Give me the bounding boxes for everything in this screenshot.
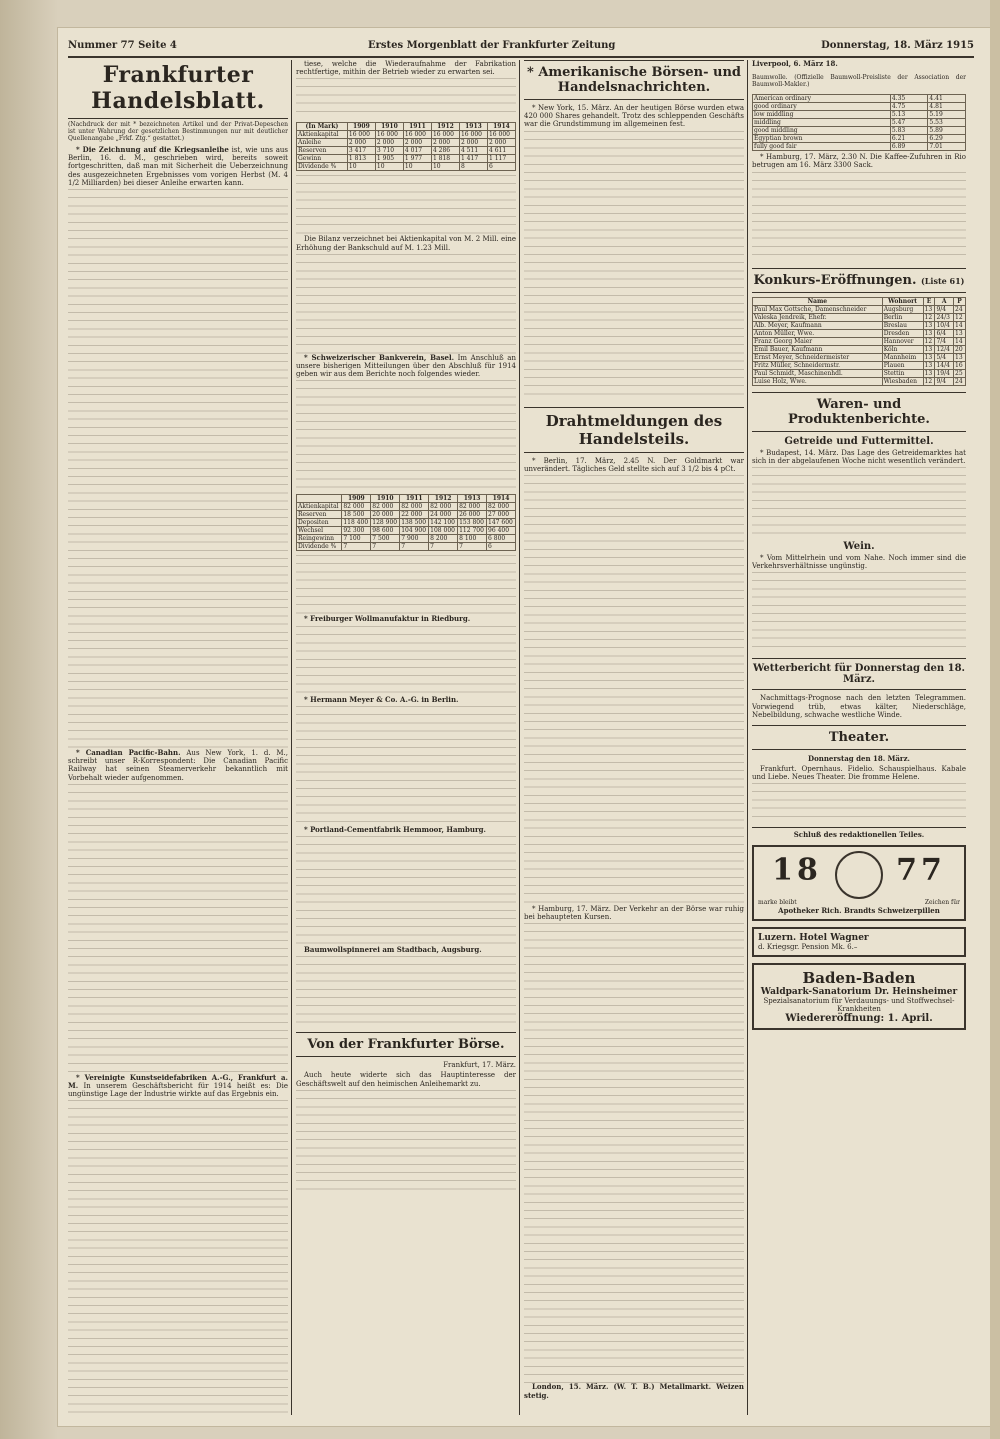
header-paper-title: Erstes Morgenblatt der Frankfurter Zeitung [368,40,616,51]
konkurs-header-cell: E [923,297,935,305]
cotton-row [753,143,966,151]
bankverein-cell: 112 700 [458,527,487,535]
ad-sanatorium-reopen: Wiedereröffnung: 1. April. [785,1013,933,1025]
konkurs-cell: Anton Müller, Wwe. [753,329,883,337]
cotton-cell: 5.19 [928,111,966,119]
berlin-report-body [524,475,744,905]
column-rule-3 [747,60,748,1415]
section-theater: Theater. [752,725,966,750]
ad-sanatorium [752,963,966,1030]
konkurs-cell: 13 [923,345,935,353]
company-results-cell: 1 818 [431,155,459,163]
konkurs-cell: 24 [954,377,966,385]
section-konkurs: Konkurs-Eröffnungen. (Liste 61) [752,268,966,293]
cotton-cell: 5.89 [928,127,966,135]
page-edge [990,0,1000,1439]
konkurs-row [753,305,966,313]
reprint-note: (Nachdruck der mit * bezeichneten Artikel und der Privat-Depeschen ist unter Wahrung der gesetzlichen Bestimmungen nur mit deutlicher Quellenangabe „Frkf. Ztg.“ gestattet.) [68,121,288,142]
article-kunstseide: * Vereinigte Kunstseidefabriken A.-G., Frankfurt a. M. In unserem Geschäftsbericht für 1914 heißt es: Die ungünstige Lage der Industrie wirkte auf das Ergebnis ein. [68,1072,288,1099]
konkurs-cell: 14 [954,321,966,329]
konkurs-row [753,353,966,361]
column-1 [68,60,288,1415]
company-results-row [297,163,516,171]
konkurs-row [753,377,966,385]
konkurs-cell: Augsburg [882,305,923,313]
company-results-cell: Anleihe [297,139,348,147]
bourse-lead: Auch heute widerte sich das Hauptinteresse der Geschäftswelt auf den heimischen Anleihemarkt zu. [296,1071,516,1088]
company-results-row [297,131,516,139]
bankverein-cell: 7 [429,543,458,551]
cotton-cell: American ordinary [753,95,891,103]
table-cotton-prices [752,94,966,151]
bankverein-header-cell: 1912 [429,495,458,503]
article-kriegsanleihe-body [68,189,288,749]
company-results-cell: 16 000 [487,131,515,139]
company-results-cell: 3 710 [375,147,403,155]
company-results-row [297,155,516,163]
konkurs-cell: Berlin [882,313,923,321]
ad-captions [758,899,960,906]
company-results-row [297,139,516,147]
konkurs-cell: 13 [954,353,966,361]
article-kriegsanleihe: * Die Zeichnung auf die Kriegsanleihe ist, wie uns aus Berlin, 16. d. M., geschrieben wird, bereits soweit fortgeschritten, daß man mit Sicherheit die Ueberzeichnung des ausgezeichneten Ergebnisses vom vorigen Herbst (M. 4 1/2 Milliarden) bei dieser Anleihe erwarten kann. [68,145,288,187]
bankverein-cell: 153 800 [458,519,487,527]
konkurs-cell: 14/4 [935,361,954,369]
article-baumwollspinnerei-body [296,956,516,1026]
company-results-cell: Reserven [297,147,348,155]
bankverein-row [297,511,516,519]
cotton-cell: low middling [753,111,891,119]
konkurs-cell: Köln [882,345,923,353]
theater-body [752,783,966,823]
konkurs-cell: Paul Max Gottsche, Damenschneider [753,305,883,313]
konkurs-cell: Breslau [882,321,923,329]
company-results-header-cell: 1914 [487,123,515,131]
cotton-row [753,127,966,135]
article-hermann-meyer-body [296,706,516,826]
cotton-row [753,103,966,111]
bankverein-cell: 6 [487,543,516,551]
bankverein-cell: Depositen [297,519,342,527]
konkurs-cell: Mannheim [882,353,923,361]
section-frankfurter-boerse: Von der Frankfurter Börse. [296,1032,516,1057]
article-bilanz: Die Bilanz verzeichnet bei Aktienkapital von M. 2 Mill. eine Erhöhung der Bankschuld auf M. 1.23 Mill. [296,235,516,252]
article-bilanz-body [296,254,516,354]
bankverein-cell: 7 [458,543,487,551]
konkurs-cell: 14 [954,337,966,345]
bankverein-cell: 7 900 [400,535,429,543]
cotton-cell: 6.29 [928,135,966,143]
konkurs-cell: 13 [923,369,935,377]
konkurs-cell: 12 [923,337,935,345]
cotton-row [753,111,966,119]
article-hemmoor-body [296,836,516,946]
article-wollmanufaktur-body [296,626,516,696]
masthead: Frankfurter Handelsblatt. [68,60,288,119]
bankverein-cell: 138 500 [400,519,429,527]
company-results-cell: 10 [375,163,403,171]
konkurs-cell: Emil Bauer, Kaufmann [753,345,883,353]
bankverein-cell: 7 500 [371,535,400,543]
konkurs-cell: Franz Georg Maier [753,337,883,345]
bankverein-cell: Dividende % [297,543,342,551]
bankverein-cell: 128 900 [371,519,400,527]
konkurs-cell: 16 [954,361,966,369]
berlin-report: * Berlin, 17. März, 2.45 N. Der Goldmarkt war unverändert. Tägliches Geld stellte sich auf 3 1/2 bis 4 pCt. [524,456,744,473]
company-results-cell: 16 000 [347,131,375,139]
konkurs-header-cell: P [954,297,966,305]
bankverein-cell: 118 400 [342,519,371,527]
end-of-editorial: Schluß des redaktionellen Teiles. [752,827,966,839]
cotton-cell: 4.75 [890,103,928,111]
column-rule-2 [519,60,520,1415]
ad-schweizerpillen [752,845,966,921]
konkurs-cell: 12 [923,377,935,385]
getreide-lead: * Budapest, 14. März. Das Lage des Getreidemarktes hat sich in der abgelaufenen Woche nicht wesentlich verändert. [752,448,966,465]
konkurs-cell: 24/3 [935,313,954,321]
ad-sanatorium-name: Waldpark-Sanatorium Dr. Heinsheimer [760,987,958,998]
cotton-cell: 5.53 [928,119,966,127]
bankverein-cell: Aktienkapital [297,503,342,511]
hamburg-coffee-report: * Hamburg, 17. März, 2.30 N. Die Kaffee-Zufuhren in Rio betrugen am 16. März 3300 Sack. [752,153,966,170]
company-results-cell: 10 [431,163,459,171]
ad-hotel-wagner [752,927,966,957]
intro-body [296,78,516,118]
cotton-cell: 4.35 [890,95,928,103]
company-results-header-cell: (In Mark) [297,123,348,131]
coffee-reports-body [752,172,966,262]
konkurs-cell: 6/4 [935,329,954,337]
konkurs-row [753,321,966,329]
bankverein-cell: 26 000 [458,511,487,519]
cotton-cell: 6.89 [890,143,928,151]
konkurs-cell: 13 [923,305,935,313]
cotton-cell: 4.81 [928,103,966,111]
bankverein-cell: 24 000 [429,511,458,519]
article-hemmoor-title: * Portland-Cementfabrik Hemmoor, Hamburg. [304,824,486,834]
bankverein-row [297,535,516,543]
company-results-cell: 10 [403,163,431,171]
company-results-header-cell: 1910 [375,123,403,131]
company-results-header-cell: 1913 [459,123,487,131]
bankverein-row [297,527,516,535]
ad-year-right: 77 [896,852,946,888]
bankverein-cell: 82 000 [342,503,371,511]
liverpool-title: Liverpool, 6. März 18. [752,60,838,68]
company-results-cell: 1 905 [375,155,403,163]
company-results-cell: 2 000 [403,139,431,147]
bankverein-row [297,519,516,527]
bankverein-header-cell: 1914 [487,495,516,503]
konkurs-cell: Ernst Meyer, Schneidermeister [753,353,883,361]
section-drahtmeldungen: Drahtmeldungen des Handelsteils. [524,407,744,453]
article-bankverein: * Schweizerischer Bankverein, Basel. Im Anschluß an unsere bisherigen Mitteilungen über den Abschluß für 1914 geben wir aus dem Berichte noch folgendes wieder. [296,352,516,379]
cotton-cell: 7.01 [928,143,966,151]
konkurs-cell: 13 [923,353,935,361]
cotton-cell: fully good fair [753,143,891,151]
section-american-markets: * Amerikanische Börsen- und Handelsnachrichten. [524,60,744,100]
konkurs-header-cell: Name [753,297,883,305]
article-kunstseide-body [68,1100,288,1415]
header-rule [68,56,974,58]
bankverein-cell: 22 000 [400,511,429,519]
company-results-cell: 2 000 [375,139,403,147]
wein-body [752,572,966,652]
american-markets-body [524,131,744,401]
company-results-cell: 16 000 [375,131,403,139]
company-results-cell: 10 [347,163,375,171]
bankverein-header-cell [297,495,342,503]
getreide-title: Getreide und Futtermittel. [784,435,934,447]
bankverein-cell: 6 800 [487,535,516,543]
cotton-cell: middling [753,119,891,127]
company-results-cell: 4 611 [487,147,515,155]
bankverein-row [297,503,516,511]
konkurs-cell: Stettin [882,369,923,377]
bankverein-cell: 142 100 [429,519,458,527]
bankverein-header-cell: 1909 [342,495,371,503]
column-rule-1 [291,60,292,1415]
konkurs-row [753,369,966,377]
bankverein-header-cell: 1911 [400,495,429,503]
company-results-cell: Aktienkapital [297,131,348,139]
konkurs-cell: 12/4 [935,345,954,353]
wein-lead: * Vom Mittelrhein und vom Nahe. Noch immer sind die Verkehrsverhältnisse ungünstig. [752,554,966,571]
konkurs-row [753,345,966,353]
bankverein-header-cell: 1913 [458,495,487,503]
cotton-cell: 4.41 [928,95,966,103]
header-date: Donnerstag, 18. März 1915 [821,40,974,51]
table-bankverein [296,494,516,551]
cotton-cell: Egyptian brown [753,135,891,143]
konkurs-row [753,329,966,337]
company-results-cell: 2 000 [431,139,459,147]
konkurs-cell: Alb. Meyer, Kaufmann [753,321,883,329]
company-results-cell: 4 511 [459,147,487,155]
konkurs-cell: 12 [923,313,935,321]
bankverein-cell: 96 400 [487,527,516,535]
cotton-row [753,119,966,127]
bankverein-cell: 7 [342,543,371,551]
article-wollmanufaktur-title: * Freiburger Wollmanufaktur in Riedburg. [304,614,471,624]
article-baumwollspinnerei-title: Baumwollspinnerei am Stadtbach, Augsburg. [304,945,482,955]
konkurs-cell: Dresden [882,329,923,337]
article-canadian-pacific: * Canadian Pacific-Bahn. Aus New York, 1. d. M., schreibt unser R-Korrespondent: Die Canadian Pacific Railway hat seinen Steamerverkehr bekanntlich mit Vorbehalt wieder aufgenommen. [68,748,288,782]
konkurs-cell: 13 [954,329,966,337]
company-results-cell: 1 813 [347,155,375,163]
ad-footer: Apotheker Rich. Brandts Schweizerpillen [778,906,940,916]
konkurs-cell: 13 [923,361,935,369]
bankverein-cell: 7 [371,543,400,551]
column-4 [752,60,966,1415]
header-issue: Nummer 77 Seite 4 [68,40,177,51]
konkurs-header-cell: A [935,297,954,305]
konkurs-cell: 19/4 [935,369,954,377]
theater-text: Frankfurt. Opernhaus. Fidelio. Schauspielhaus. Kabale und Liebe. Neues Theater. Die fromme Helene. [752,765,966,782]
company-results-cell: 16 000 [431,131,459,139]
bourse-body [296,1090,516,1190]
bankverein-cell: 82 000 [458,503,487,511]
ad-hotel-price: d. Kriegsgr. Pension Mk. 6.– [758,943,858,952]
company-results-cell: 1 417 [459,155,487,163]
wetter-text: Nachmittags-Prognose nach den letzten Telegrammen. Vorwiegend trüb, etwas kälter, Niederschläge, Nebelbildung, schwache westliche Winde. [752,694,966,719]
cotton-row [753,135,966,143]
london-report: London, 15. März. (W. T. B.) Metallmarkt. Weizen stetig. [524,1382,744,1400]
bankverein-cell: Reingewinn [297,535,342,543]
konkurs-cell: 25 [954,369,966,377]
cotton-cell: 5.47 [890,119,928,127]
company-results-header-cell: 1911 [403,123,431,131]
column-3 [524,60,744,1415]
company-results-cell: 4 286 [431,147,459,155]
liverpool-subtitle: Baumwolle. (Offizielle Baumwoll-Preisliste der Association der Baumwoll-Makler.) [752,74,966,89]
company-results-cell: 6 [487,163,515,171]
konkurs-row [753,313,966,321]
bankverein-cell: 18 500 [342,511,371,519]
company-results-header-cell: 1912 [431,123,459,131]
konkurs-cell: 7/4 [935,337,954,345]
company-results-cell: 4 017 [403,147,431,155]
bankverein-cell: 7 [400,543,429,551]
bankverein-cell: 82 000 [371,503,400,511]
konkurs-cell: Hannover [882,337,923,345]
ad-hotel-title: Luzern. Hotel Wagner [758,933,869,944]
bankverein-cell: 104 900 [400,527,429,535]
konkurs-cell: 9/4 [935,305,954,313]
konkurs-cell: 5/4 [935,353,954,361]
bankverein-row [297,543,516,551]
table-konkurs [752,297,966,386]
konkurs-cell: 13 [923,329,935,337]
drahtmeldungen-body [524,923,744,1383]
konkurs-cell: 12 [954,313,966,321]
company-results-cell: 16 000 [403,131,431,139]
company-results-row [297,147,516,155]
company-results-header-cell: 1909 [347,123,375,131]
company-results-cell: 2 000 [487,139,515,147]
ad-sanatorium-city: Baden-Baden [802,969,916,988]
konkurs-cell: Plauen [882,361,923,369]
konkurs-cell: 20 [954,345,966,353]
bankverein-cell: 82 000 [400,503,429,511]
bankverein-cell: Wechsel [297,527,342,535]
konkurs-cell: 13 [923,321,935,329]
bankverein-cell: 82 000 [487,503,516,511]
konkurs-cell: 10/4 [935,321,954,329]
theater-date: Donnerstag den 18. März. [808,754,910,764]
company-results-cell: Dividende % [297,163,348,171]
company-results-cell: 3 417 [347,147,375,155]
konkurs-cell: 9/4 [935,377,954,385]
cotton-row [753,95,966,103]
bankverein-cell: 7 100 [342,535,371,543]
cotton-cell: 5.83 [890,127,928,135]
bankverein-cell: 27 000 [487,511,516,519]
wein-title: Wein. [843,541,875,553]
bankverein-cell: 8 100 [458,535,487,543]
konkurs-cell: 24 [954,305,966,313]
konkurs-row [753,337,966,345]
ad-sanatorium-desc: Spezialsanatorium für Verdauungs- und Stoffwechsel-Krankheiten [763,997,955,1014]
company-results-cell: 8 [459,163,487,171]
new-york-report: * New York, 15. März. An der heutigen Börse wurden etwa 420 000 Shares gehandelt. Trotz des schleppenden Geschäfts war die Grundstimmung im allgemeinen fest. [524,104,744,129]
bankverein-cell: 8 200 [429,535,458,543]
ad-caption-left: marke bleibt [758,899,797,907]
article-hermann-meyer-title: * Hermann Meyer & Co. A.-G. in Berlin. [304,694,459,704]
bankverein-header-cell: 1910 [371,495,400,503]
table-company-detail-lines [296,175,516,235]
cotton-cell: 5.13 [890,111,928,119]
intro-text: tiese, welche die Wiederaufnahme der Fabrikation rechtfertige, mithin der Betrieb wieder zu erwarten sei. [296,60,516,77]
page-header [68,40,974,54]
konkurs-cell: Paul Schmidt, Maschinenhdl. [753,369,883,377]
cotton-cell: 6.21 [890,135,928,143]
ad-year-left: 18 [772,852,822,888]
company-results-cell: 1 117 [487,155,515,163]
konkurs-cell: Fritz Müller, Schneidermstr. [753,361,883,369]
bankverein-cell: 92 300 [342,527,371,535]
bourse-dateline: Frankfurt, 17. März. [443,1061,516,1070]
hamburg-report: * Hamburg, 17. März. Der Verkehr an der Börse war ruhig bei behaupteten Kursen. [524,905,744,922]
company-results-cell: Gewinn [297,155,348,163]
ad-caption-right: Zeichen für [924,899,960,907]
section-waren: Waren- und Produktenberichte. [752,392,966,432]
article-bankverein-body [296,380,516,490]
bankverein-cell: 20 000 [371,511,400,519]
konkurs-header-cell: Wohnort [882,297,923,305]
konkurs-row [753,361,966,369]
bankverein-cell: 82 000 [429,503,458,511]
seal-icon [835,851,883,899]
cotton-cell: good ordinary [753,103,891,111]
column-2 [296,60,516,1415]
section-wetter: Wetterbericht für Donnerstag den 18. März. [752,658,966,690]
company-results-cell: 2 000 [459,139,487,147]
company-results-cell: 1 977 [403,155,431,163]
getreide-body [752,467,966,537]
article-canadian-pacific-body [68,784,288,1074]
bankverein-cell: 108 000 [429,527,458,535]
konkurs-cell: Wiesbaden [882,377,923,385]
konkurs-cell: Luise Holz, Wwe. [753,377,883,385]
bankverein-cell: Reserven [297,511,342,519]
book-spine [0,0,58,1439]
table-bankverein-detail-lines [296,555,516,615]
bankverein-cell: 147 600 [487,519,516,527]
bankverein-cell: 98 600 [371,527,400,535]
table-company-results [296,122,516,171]
company-results-cell: 16 000 [459,131,487,139]
cotton-cell: good middling [753,127,891,135]
konkurs-cell: Valeska Jendreik, Ehefr. [753,313,883,321]
company-results-cell: 2 000 [347,139,375,147]
